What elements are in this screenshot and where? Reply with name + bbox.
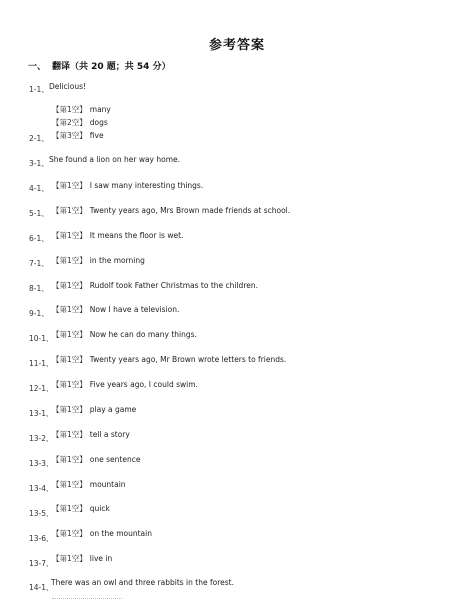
answer-line — [52, 329, 197, 340]
blank-label: 【第1空】 — [52, 206, 87, 215]
blank-label: 【第1空】 — [52, 181, 87, 190]
cut-off-line — [52, 598, 122, 602]
answer-text: dogs — [89, 118, 108, 127]
answer-line — [52, 454, 140, 465]
blank-label: 【第1空】 — [52, 330, 87, 339]
section-heading — [28, 59, 171, 72]
question-number: 10-1、 — [29, 334, 54, 343]
answer-line — [52, 354, 286, 365]
blank-label: 【第2空】 — [52, 118, 87, 127]
answer-line — [52, 379, 198, 390]
question-number: 13-3、 — [29, 459, 54, 468]
answer-text: tell a story — [89, 430, 130, 439]
answer-text: There was an owl and three rabbits in the forest. — [51, 578, 234, 587]
answer-line — [52, 404, 136, 415]
blank-label: 【第1空】 — [52, 281, 87, 290]
question-number: 3-1、 — [29, 159, 49, 168]
answer-line — [52, 205, 290, 216]
answer-text: Rudolf took Father Christmas to the children. — [89, 281, 258, 290]
answer-line — [52, 503, 110, 514]
answer-line — [52, 304, 179, 315]
question-number: 12-1、 — [29, 384, 54, 393]
answer-line — [52, 528, 152, 539]
answer-text: Twenty years ago, Mr Brown wrote letters to friends. — [89, 355, 287, 364]
answer-text: in the morning — [89, 256, 145, 265]
blank-label: 【第1空】 — [52, 105, 87, 114]
answer-text: one sentence — [89, 455, 141, 464]
question-number: 11-1、 — [29, 359, 54, 368]
answer-text: live in — [89, 554, 113, 563]
answer-text: quick — [89, 504, 110, 513]
blank-label: 【第1空】 — [52, 480, 87, 489]
answer-line — [52, 255, 145, 266]
answer-line — [52, 130, 104, 141]
answer-text: She found a lion on her way home. — [49, 155, 181, 164]
section-label: 翻译（共 20 题；共 54 分） — [52, 62, 171, 72]
blank-label: 【第1空】 — [52, 355, 87, 364]
answer-text: on the mountain — [89, 529, 152, 538]
answer-line — [52, 104, 111, 115]
answer-line — [52, 180, 203, 191]
answer-line — [52, 553, 112, 564]
answer-text: Now he can do many things. — [89, 330, 197, 339]
answer-line — [52, 479, 126, 490]
blank-label: 【第1空】 — [52, 504, 87, 513]
question-number: 8-1、 — [29, 284, 49, 293]
blank-label: 【第1空】 — [52, 455, 87, 464]
answer-text: Five years ago, I could swim. — [89, 380, 198, 389]
question-number: 13-4、 — [29, 484, 54, 493]
question-number: 5-1、 — [29, 209, 49, 218]
answer-line — [52, 280, 258, 291]
section-number: 一、 — [28, 62, 47, 72]
answer-text: play a game — [89, 405, 137, 414]
answer-text: Now I have a television. — [89, 305, 180, 314]
question-number: 6-1、 — [29, 234, 49, 243]
question-number: 13-1、 — [29, 409, 54, 418]
answer-text: five — [89, 131, 104, 140]
answer-text: I saw many interesting things. — [89, 181, 204, 190]
answer-line — [52, 117, 108, 128]
question-number: 7-1、 — [29, 259, 49, 268]
question-number: 4-1、 — [29, 184, 49, 193]
question-number: 2-1、 — [29, 134, 49, 143]
answer-line — [52, 429, 130, 440]
question-number: 13-7、 — [29, 559, 54, 568]
question-number: 13-5、 — [29, 509, 54, 518]
blank-label: 【第3空】 — [52, 131, 87, 140]
question-number: 9-1、 — [29, 309, 49, 318]
blank-label: 【第1空】 — [52, 554, 87, 563]
blank-label: 【第1空】 — [52, 305, 87, 314]
answer-text: many — [89, 105, 111, 114]
answer-line — [52, 230, 183, 241]
question-number: 1-1、 — [29, 85, 49, 94]
answer-text: It means the floor is wet. — [89, 231, 184, 240]
answer-text: mountain — [89, 480, 126, 489]
page-title: 参考答案 — [208, 38, 265, 53]
answer-text: Delicious! — [49, 82, 87, 91]
question-number: 14-1、 — [29, 583, 54, 592]
blank-label: 【第1空】 — [52, 430, 87, 439]
blank-label: 【第1空】 — [52, 405, 87, 414]
question-number: 13-6、 — [29, 534, 54, 543]
blank-label: 【第1空】 — [52, 380, 87, 389]
blank-label: 【第1空】 — [52, 256, 87, 265]
blank-label: 【第1空】 — [52, 529, 87, 538]
question-number: 13-2、 — [29, 434, 54, 443]
answer-text: Twenty years ago, Mrs Brown made friends at school. — [89, 206, 291, 215]
blank-label: 【第1空】 — [52, 231, 87, 240]
